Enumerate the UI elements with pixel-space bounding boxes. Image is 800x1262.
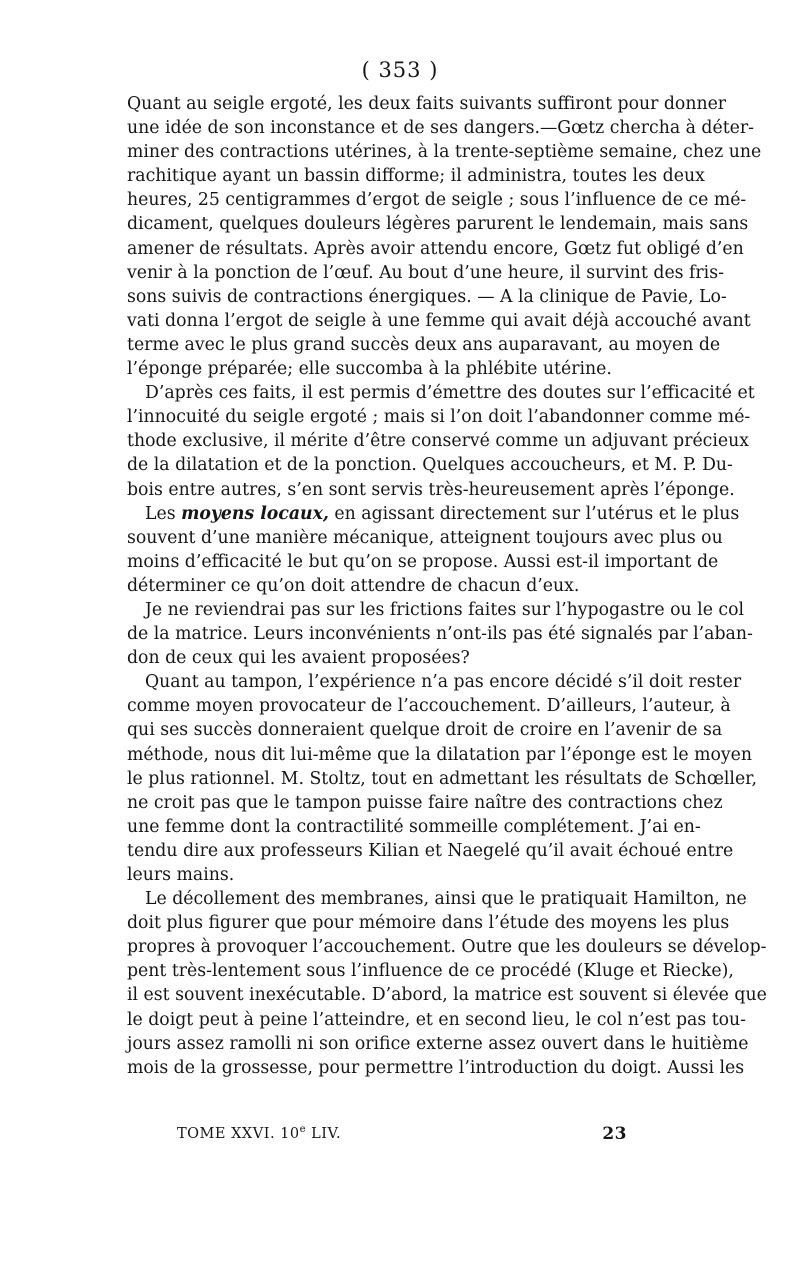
text-line (127, 502, 740, 526)
text-line: Le décollement des membranes, ainsi que le pratiquait Hamilton, ne (145, 889, 747, 910)
text-line: Quant au seigle ergoté, les deux faits suivants suffiront pour donner (127, 94, 727, 114)
text-line: le plus rationnel. M. Stoltz, tout en admettant les résultats de Schœller, (127, 768, 758, 789)
text-line: dicament, quelques douleurs légères parurent le lendemain, mais sans (127, 214, 749, 235)
signature-prefix: TOME XXVI. 10 (177, 1125, 300, 1142)
text-line: une idée de son inconstance et de ses dangers.—Gœtz chercha à déter- (127, 118, 754, 139)
text-line: tendu dire aux professeurs Kilian et Naegelé qu’il avait échoué entre (127, 840, 734, 861)
text-line: mois de la grossesse, pour permettre l’introduction du doigt. Aussi les (127, 1057, 745, 1078)
text-line: Quant au tampon, l’expérience n’a pas encore décidé s’il doit rester (145, 672, 742, 693)
text-line: miner des contractions utérines, à la trente-septième semaine, chez une (127, 142, 762, 163)
text-line: souvent d’une manière mécanique, atteignent toujours avec plus ou (127, 527, 723, 548)
text-line: vati donna l’ergot de seigle à une femme qui avait déjà accouché avant (127, 310, 751, 331)
text-line: sons suivis de contractions énergiques. — A la clinique de Pavie, Lo- (127, 286, 727, 307)
text-line: une femme dont la contractilité sommeille complétement. J’ai en- (127, 816, 701, 837)
signature-suffix: LIV. (306, 1125, 342, 1142)
text-line: moins d’efficacité le but qu’on se propose. Aussi est-il important de (127, 551, 719, 572)
text-line: de la matrice. Leurs inconvénients n’ont-ils pas été signalés par l’aban- (127, 624, 753, 645)
text-line: pent très-lentement sous l’influence de ce procédé (Kluge et Riecke), (127, 961, 734, 982)
text-line: déterminer ce qu’on doit attendre de chacun d’eux. (127, 575, 580, 596)
text-line: doit plus figurer que pour mémoire dans l’étude des moyens les plus (127, 913, 730, 934)
text-line: l’éponge préparée; elle succomba à la phlébite utérine. (127, 359, 612, 380)
text-line: comme moyen provocateur de l’accouchement. D’ailleurs, l’auteur, à (127, 696, 731, 717)
text-line: bois entre autres, s’en sont servis très-heureusement après l’éponge. (127, 479, 735, 500)
text-line: de la dilatation et de la ponction. Quelques accoucheurs, et M. P. Du- (127, 455, 733, 476)
text-line-start: Les (145, 503, 182, 524)
text-line: venir à la ponction de l’œuf. Au bout d’une heure, il survint des fris- (127, 262, 724, 283)
text-line: jours assez ramolli ni son orifice externe assez ouvert dans le huitième (127, 1033, 749, 1054)
body-text (127, 92, 767, 1080)
text-line: qui ses succès donneraient quelque droit de croire en l’avenir de sa (127, 720, 723, 741)
signature-mark (177, 1124, 341, 1142)
emphasized-term: moyens locaux, (181, 503, 329, 524)
text-line: don de ceux qui les avaient proposées? (127, 648, 470, 669)
sheet-number: 23 (602, 1124, 627, 1144)
text-line: rachitique ayant un bassin difforme; il administra, toutes les deux (127, 166, 705, 187)
text-line-end: en agissant directement sur l’utérus et le plus (328, 503, 740, 524)
text-line: l’innocuité du seigle ergoté ; mais si l’on doit l’abandonner comme mé- (127, 407, 751, 428)
text-line: il est souvent inexécutable. D’abord, la matrice est souvent si élevée que (127, 985, 767, 1006)
text-line: leurs mains. (127, 865, 235, 885)
text-line: amener de résultats. Après avoir attendu encore, Gœtz fut obligé d’en (127, 238, 744, 259)
text-line: le doigt peut à peine l’atteindre, et en second lieu, le col n’est pas tou- (127, 1009, 747, 1030)
text-line: propres à provoquer l’accouchement. Outre que les douleurs se dévelop- (127, 937, 767, 958)
text-line: D’après ces faits, il est permis d’émettre des doutes sur l’efficacité et (145, 383, 755, 404)
text-line: méthode, nous dit lui-même que la dilatation par l’éponge est le moyen (127, 744, 753, 765)
signature-superscript: e (299, 1124, 307, 1135)
text-line: heures, 25 centigrammes d’ergot de seigle ; sous l’influence de ce mé- (127, 190, 747, 211)
text-line: Je ne reviendrai pas sur les frictions faites sur l’hypogastre ou le col (145, 599, 745, 620)
text-line: ne croit pas que le tampon puisse faire naître des contractions chez (127, 792, 723, 813)
text-line: thode exclusive, il mérite d’être conservé comme un adjuvant précieux (127, 431, 749, 452)
page-number: ( 353 ) (361, 58, 439, 82)
text-line: terme avec le plus grand succès deux ans auparavant, au moyen de (127, 334, 721, 355)
